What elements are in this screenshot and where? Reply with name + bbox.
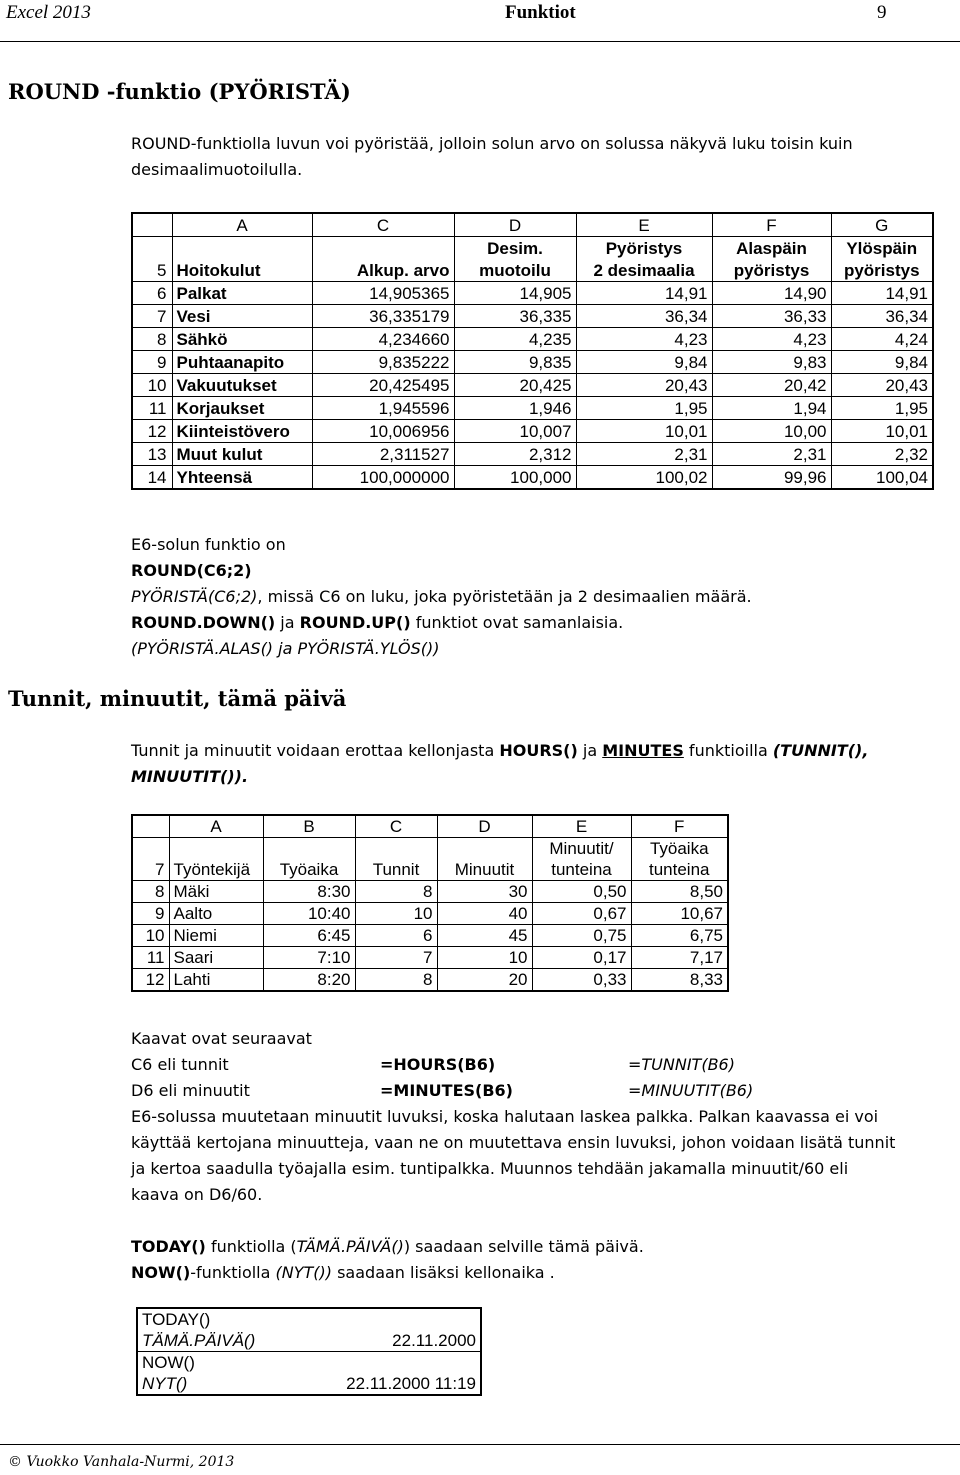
row-label: Puhtaanapito [172,351,312,374]
value-cell: 4,235 [454,328,576,351]
header-cell: Minuutit/ [532,838,631,860]
corner-cell [132,213,172,237]
footer-copyright: © Vuokko Vanhala-Nurmi, 2013 [8,1454,235,1470]
round-section-title: ROUND -funktio (PYÖRISTÄ) [8,79,351,104]
header-cell [312,237,454,260]
value-cell: 6:45 [263,925,355,947]
row-label: Palkat [172,282,312,305]
value-cell: 8 [355,969,437,992]
time-example-table [131,814,729,992]
row-number: 9 [132,351,172,374]
time-intro-b: HOURS() [499,741,578,760]
col-letter: A [169,815,263,838]
value-cell: 14,91 [831,282,933,305]
row-number: 10 [132,374,172,397]
empty-cell [327,1352,481,1374]
round-intro-line-2: desimaalimuotoilulla. [131,160,303,179]
value-cell: 36,34 [576,305,712,328]
time-intro-d: MINUTES [602,741,684,760]
formula-1-english: =HOURS(B6) [380,1055,496,1074]
corner-cell [132,815,169,838]
value-cell: 4,234660 [312,328,454,351]
value-cell: 14,91 [576,282,712,305]
value-cell: 9,835222 [312,351,454,374]
row-number: 5 [132,237,172,282]
value-cell: 4,23 [576,328,712,351]
value-cell: 10 [355,903,437,925]
col-letter: D [437,815,532,838]
page-number: 9 [877,2,887,23]
explain-line-4: kaava on D6/60. [131,1185,263,1204]
table-row [132,305,933,328]
round-note-5: (PYÖRISTÄ.ALAS() ja PYÖRISTÄ.YLÖS()) [131,639,440,658]
row-number: 12 [132,420,172,443]
employee-cell: Lahti [169,969,263,992]
header-cell: Työaika [263,859,355,881]
now-d: saadaan lisäksi kellonaika . [332,1263,555,1282]
col-letter: C [312,213,454,237]
value-cell: 10,01 [576,420,712,443]
value-cell: 100,000000 [312,466,454,490]
round-note-3-func: PYÖRISTÄ(C6;2) [131,587,258,606]
value-cell: 20,425495 [312,374,454,397]
value-cell: 100,000 [454,466,576,490]
header-cell: Minuutit [437,859,532,881]
employee-cell: Mäki [169,881,263,903]
table-row [132,397,933,420]
round-example-table [131,212,934,490]
value-cell: 7:10 [263,947,355,969]
formula-2-finnish: =MINUUTIT(B6) [628,1081,754,1100]
value-cell: 36,335 [454,305,576,328]
employee-cell: Saari [169,947,263,969]
value-cell: 9,835 [454,351,576,374]
value-cell: 10:40 [263,903,355,925]
table-row [132,881,728,903]
value-cell: 1,945596 [312,397,454,420]
value-cell: 20 [437,969,532,992]
header-cell: Työaika [631,838,728,860]
header-title: Excel 2013 [6,2,91,23]
header-cell: Desim. [454,237,576,260]
value-cell: 10,00 [712,420,831,443]
row-label: Muut kulut [172,443,312,466]
value-cell: 0,17 [532,947,631,969]
footer-rule [0,1444,960,1445]
header-cell [263,838,355,860]
col-letter: E [532,815,631,838]
value-cell: 10 [437,947,532,969]
empty-cell [327,1308,481,1330]
value-cell: 2,311527 [312,443,454,466]
row-number: 7 [132,838,169,881]
col-letter: E [576,213,712,237]
table-row [132,925,728,947]
row-label: Vakuutukset [172,374,312,397]
table-row [132,969,728,992]
now-c: (NYT()) [275,1263,332,1282]
value-cell: 36,33 [712,305,831,328]
value-cell: 1,946 [454,397,576,420]
row-label: Yhteensä [172,466,312,490]
table-row [132,328,933,351]
value-cell: 7,17 [631,947,728,969]
time-intro-c: ja [577,741,603,760]
col-letter: B [263,815,355,838]
value-cell: 45 [437,925,532,947]
value-cell: 2,31 [712,443,831,466]
today-a: TODAY() [131,1237,206,1256]
round-intro-line-1: ROUND-funktiolla luvun voi pyöristää, jolloin solun arvo on solussa näkyvä luku toisin kuin [131,134,853,153]
header-cell: 2 desimaalia [576,259,712,282]
date-time-table [136,1307,482,1396]
row-number: 6 [132,282,172,305]
value-cell: 2,32 [831,443,933,466]
value-cell: 10,01 [831,420,933,443]
row-number: 9 [132,903,169,925]
explain-line-2: käyttää kertojana minuutteja, vaan ne on muutettava ensin luvuksi, johon voidaan lisätä tunnit [131,1133,896,1152]
table-row [132,374,933,397]
header-cell: tunteina [631,859,728,881]
value-cell: 8,33 [631,969,728,992]
today-d: ) saadaan selville tämä päivä. [403,1237,644,1256]
nyt-cell: NYT() [142,1374,188,1393]
round-note-4-a: ROUND.DOWN() [131,613,276,632]
header-cell [169,838,263,860]
header-cell [355,838,437,860]
today-func-cell: TODAY() [142,1310,211,1329]
value-cell: 2,31 [576,443,712,466]
header-cell: Työntekijä [169,859,263,881]
round-note-2: ROUND(C6;2) [131,561,252,580]
value-cell: 2,312 [454,443,576,466]
value-cell: 14,905365 [312,282,454,305]
value-cell: 30 [437,881,532,903]
value-cell: 7 [355,947,437,969]
employee-cell: Aalto [169,903,263,925]
value-cell: 8:20 [263,969,355,992]
header-chapter: Funktiot [505,2,576,23]
row-number: 11 [132,397,172,420]
row-number: 14 [132,466,172,490]
value-cell: 9,84 [576,351,712,374]
value-cell: 0,33 [532,969,631,992]
round-note-4-d: funktiot ovat samanlaisia. [410,613,624,632]
value-cell: 9,83 [712,351,831,374]
round-note-4-b: ja [275,613,300,632]
table-row [132,351,933,374]
round-note-3 [131,584,752,610]
header-cell: pyöristys [831,259,933,282]
header-cell [437,838,532,860]
value-cell: 36,335179 [312,305,454,328]
table-row [132,420,933,443]
value-cell: 6,75 [631,925,728,947]
round-note-4 [131,610,623,636]
header-cell: pyöristys [712,259,831,282]
time-intro-line-2: MINUUTIT()). [131,767,249,786]
row-number: 8 [132,881,169,903]
today-b: funktiolla ( [205,1237,297,1256]
datetime-value-cell: 22.11.2000 11:19 [346,1374,476,1393]
value-cell: 4,23 [712,328,831,351]
value-cell: 14,905 [454,282,576,305]
formula-1-finnish: =TUNNIT(B6) [628,1055,735,1074]
col-letter: F [712,213,831,237]
header-rule [0,41,960,42]
formula-2-label: D6 eli minuutit [131,1081,250,1100]
value-cell: 1,94 [712,397,831,420]
value-cell: 1,95 [831,397,933,420]
table-row [132,282,933,305]
now-func-cell: NOW() [137,1352,327,1374]
value-cell: 10,67 [631,903,728,925]
row-number: 7 [132,305,172,328]
row-label: Sähkö [172,328,312,351]
value-cell: 10,006956 [312,420,454,443]
header-cell: Alaspäin [712,237,831,260]
value-cell: 1,95 [576,397,712,420]
value-cell: 0,75 [532,925,631,947]
row-number: 10 [132,925,169,947]
table-row [132,903,728,925]
value-cell: 0,67 [532,903,631,925]
value-cell: 20,43 [576,374,712,397]
value-cell: 8,50 [631,881,728,903]
formulas-title: Kaavat ovat seuraavat [131,1029,312,1048]
col-letter: G [831,213,933,237]
value-cell: 10,007 [454,420,576,443]
employee-cell: Niemi [169,925,263,947]
header-cell: Hoitokulut [172,259,312,282]
header-cell: tunteina [532,859,631,881]
round-note-4-c: ROUND.UP() [299,613,411,632]
now-a: NOW() [131,1263,191,1282]
row-label: Kiinteistövero [172,420,312,443]
explain-line-1: E6-solussa muutetaan minuutit luvuksi, koska halutaan laskea palkka. Palkan kaavassa ei voi [131,1107,879,1126]
header-cell: Tunnit [355,859,437,881]
header-cell [172,237,312,260]
round-note-3-text: , missä C6 on luku, joka pyöristetään ja 2 desimaalien määrä. [257,587,752,606]
header-cell: Ylöspäin [831,237,933,260]
header-cell: muotoilu [454,259,576,282]
tama-paiva-cell: TÄMÄ.PÄIVÄ() [142,1331,256,1350]
row-number: 8 [132,328,172,351]
row-number: 13 [132,443,172,466]
today-c: TÄMÄ.PÄIVÄ() [296,1237,404,1256]
time-intro-f: (TUNNIT(), [772,741,869,760]
table-row [132,466,933,490]
header-cell: Alkup. arvo [312,259,454,282]
header-cell: Pyöristys [576,237,712,260]
value-cell: 9,84 [831,351,933,374]
col-letter: C [355,815,437,838]
now-line [131,1260,555,1286]
row-number: 12 [132,969,169,992]
now-b: -funktiolla [190,1263,276,1282]
value-cell: 14,90 [712,282,831,305]
time-intro-line-1 [131,738,868,764]
value-cell: 40 [437,903,532,925]
col-letter: D [454,213,576,237]
value-cell: 20,42 [712,374,831,397]
value-cell: 4,24 [831,328,933,351]
row-label: Vesi [172,305,312,328]
time-section-title: Tunnit, minuutit, tämä päivä [8,686,347,711]
table-row [132,443,933,466]
explain-line-3: ja kertoa saadulla työajalla esim. tuntipalkka. Muunnos tehdään jakamalla minuutit/60 eli [131,1159,849,1178]
col-letter: A [172,213,312,237]
formula-2-english: =MINUTES(B6) [380,1081,513,1100]
time-intro-e: funktioilla [683,741,773,760]
value-cell: 0,50 [532,881,631,903]
formula-1-label: C6 eli tunnit [131,1055,229,1074]
value-cell: 100,02 [576,466,712,490]
value-cell: 99,96 [712,466,831,490]
value-cell: 8:30 [263,881,355,903]
value-cell: 20,425 [454,374,576,397]
table-row [132,947,728,969]
value-cell: 8 [355,881,437,903]
value-cell: 36,34 [831,305,933,328]
today-line [131,1234,644,1260]
time-intro-a: Tunnit ja minuutit voidaan erottaa kellonjasta [131,741,500,760]
row-number: 11 [132,947,169,969]
round-note-1: E6-solun funktio on [131,535,286,554]
row-label: Korjaukset [172,397,312,420]
value-cell: 100,04 [831,466,933,490]
date-value-cell: 22.11.2000 [392,1331,476,1350]
col-letter: F [631,815,728,838]
value-cell: 20,43 [831,374,933,397]
value-cell: 6 [355,925,437,947]
